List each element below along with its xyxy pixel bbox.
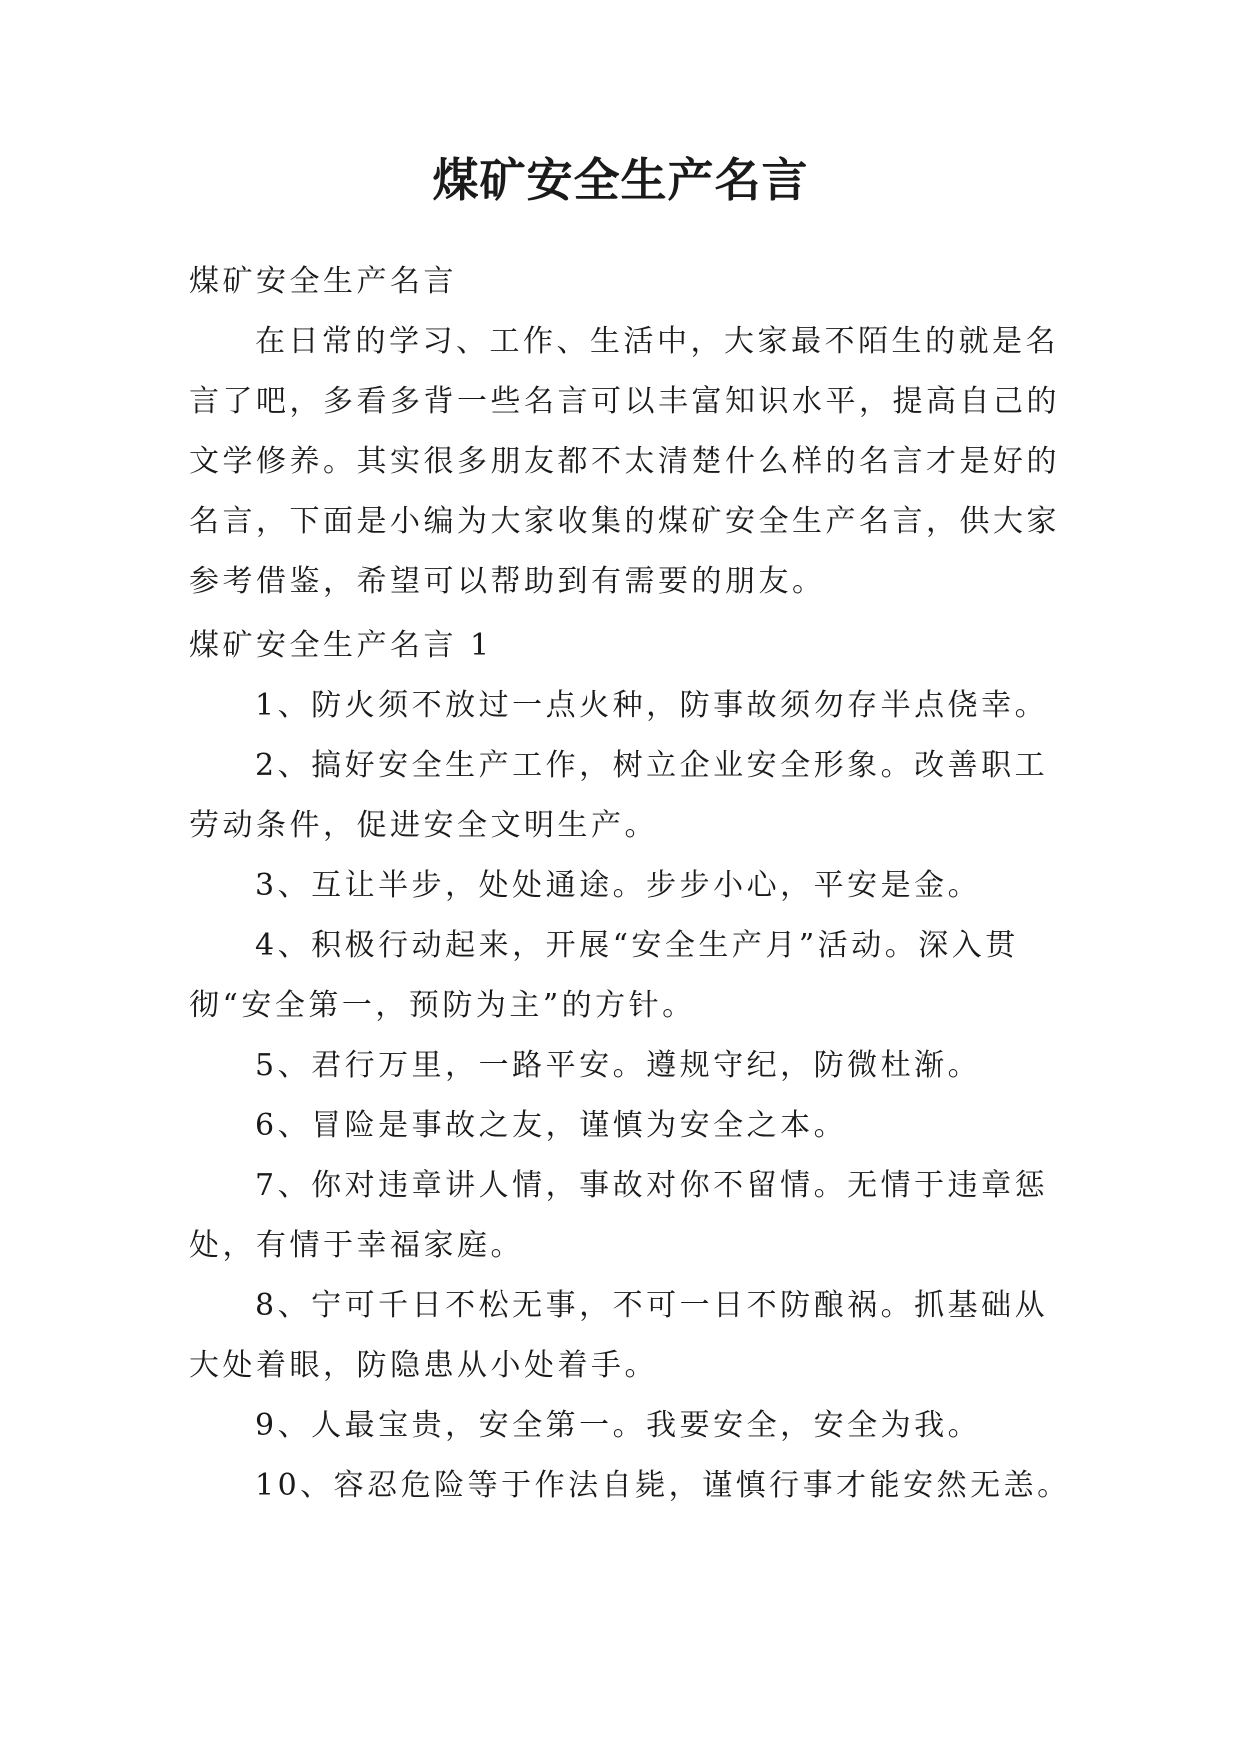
quote-item-7-continued: 处，有情于幸福家庭。: [189, 1228, 524, 1263]
document-title: 煤矿安全生产名言: [432, 153, 809, 207]
intro-section: [189, 252, 1060, 612]
intro-heading: 煤矿安全生产名言: [189, 264, 457, 299]
quote-item-6: 6、冒险是事故之友，谨慎为安全之本。: [255, 1108, 848, 1143]
intro-line: 名言，下面是小编为大家收集的煤矿安全生产名言，供大家: [189, 504, 1060, 539]
quote-item-1: 1、防火须不放过一点火种，防事故须勿存半点侥幸。: [255, 688, 1049, 723]
quotes-section-1: [189, 616, 1071, 1516]
intro-line: 参考借鉴，希望可以帮助到有需要的朋友。: [189, 564, 826, 599]
intro-line: 文学修养。其实很多朋友都不太清楚什么样的名言才是好的: [189, 444, 1060, 479]
quote-item-3: 3、互让半步，处处通途。步步小心，平安是金。: [255, 868, 982, 903]
quote-item-8: 8、宁可千日不松无事，不可一日不防酿祸。抓基础从: [255, 1288, 1049, 1323]
quote-item-9: 9、人最宝贵，安全第一。我要安全，安全为我。: [255, 1408, 982, 1443]
quote-item-10: 10、容忍危险等于作法自毙，谨慎行事才能安然无恙。: [255, 1468, 1071, 1503]
section-heading: 煤矿安全生产名言 1: [189, 628, 493, 663]
quote-item-2: 2、搞好安全生产工作，树立企业安全形象。改善职工: [255, 748, 1049, 783]
intro-line: 言了吧，多看多背一些名言可以丰富知识水平，提高自己的: [189, 384, 1060, 419]
quote-item-4-continued: 彻“安全第一，预防为主”的方针。: [189, 988, 696, 1023]
quote-item-5: 5、君行万里，一路平安。遵规守纪，防微杜渐。: [255, 1048, 982, 1083]
quote-item-2-continued: 劳动条件，促进安全文明生产。: [189, 808, 658, 843]
quote-item-8-continued: 大处着眼，防隐患从小处着手。: [189, 1348, 658, 1383]
quote-item-4: 4、积极行动起来，开展“安全生产月”活动。深入贯: [255, 928, 1019, 963]
quote-item-7: 7、你对违章讲人情，事故对你不留情。无情于违章惩: [255, 1168, 1049, 1203]
intro-line: 在日常的学习、工作、生活中，大家最不陌生的就是名: [255, 324, 1059, 359]
